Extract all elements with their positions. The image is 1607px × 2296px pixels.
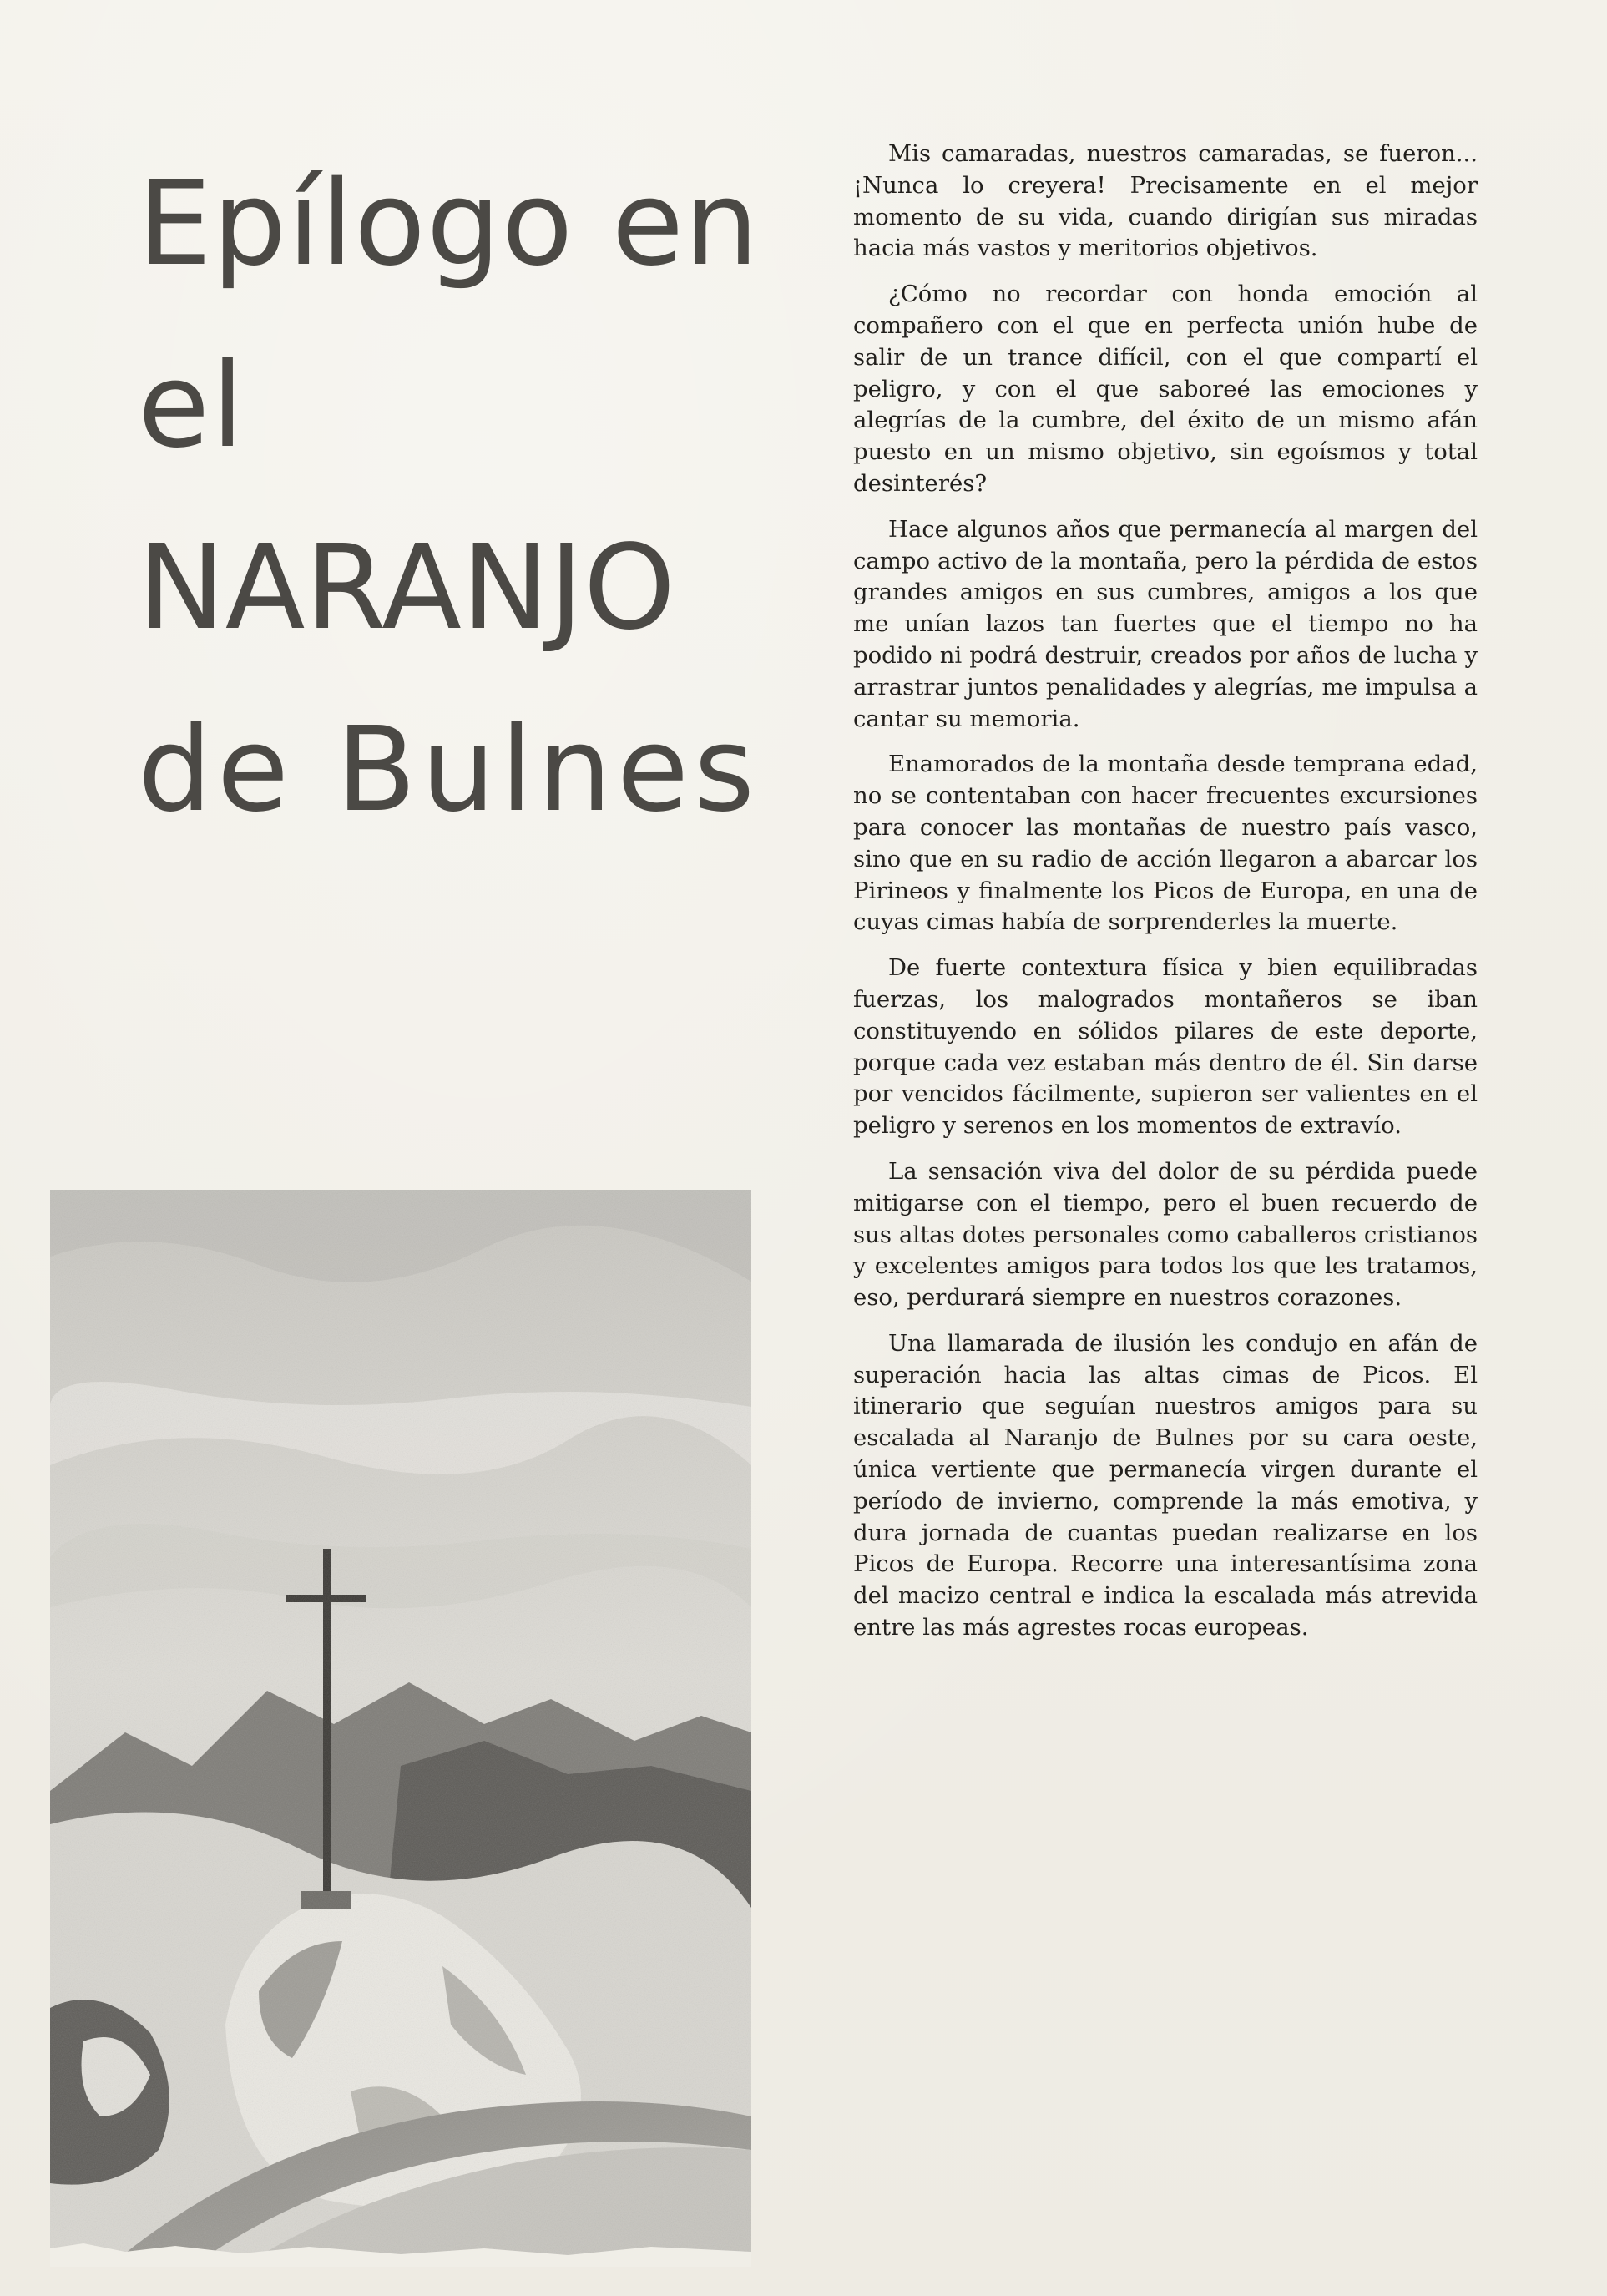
cross-summit-photo: [50, 1190, 751, 2267]
paragraph: De fuerte contextura física y bien equilibradas fuerzas, los malogrados montañeros se iban constituyendo en sólidos pilares de este deporte, porque cada vez estaban más dentro de él. Sin darse por vencidos fácilmente, supieron ser valientes en el peligro y serenos en los momentos de extravío.: [853, 954, 1478, 1140]
paragraph: Enamorados de la montaña desde temprana edad, no se contentaban con hacer frecuentes excursiones para conocer las montañas de nuestro país vasco, sino que en su radio de acción llegaron a abarcar los Pirineos y finalmente los Picos de Europa, en una de cuyas cimas había de sorprenderles la muerte.: [853, 751, 1478, 936]
title-line-1: Epílogo en: [138, 156, 760, 292]
paragraph: Una llamarada de ilusión les condujo en afán de superación hacia las altas cimas de Picos. El itinerario que seguían nuestros amigos para su escalada al Naranjo de Bulnes por su cara oeste, única vertiente que permanecía virgen durante el período de invierno, comprende la más emotiva, y dura jornada de cuantas puedan realizarse en los Picos de Europa. Recorre una interesantísima zona del macizo central e indica la escalada más atrevida entre las más agrestes rocas europeas.: [853, 1329, 1478, 1641]
article-title: [138, 134, 772, 862]
paragraph: Hace algunos años que permanecía al margen del campo activo de la montaña, pero la pérdida de estos grandes amigos en sus cumbres, amigos a los que me unían lazos tan fuertes que el tiempo no ha podido ni podrá destruir, creados por años de lucha y arrastrar juntos penalidades y alegrías, me impulsa a cantar su memoria.: [853, 515, 1478, 732]
title-line-4: de Bulnes: [138, 702, 760, 838]
title-line-3: NARANJO: [138, 520, 676, 656]
article-body: [853, 139, 1478, 1658]
paragraph: Mis camaradas, nuestros camaradas, se fueron... ¡Nunca lo creyera! Precisamente en el mejor momento de su vida, cuando dirigían sus miradas hacia más vastos y meritorios objetivos.: [853, 140, 1478, 262]
paragraph: La sensación viva del dolor de su pérdida puede mitigarse con el tiempo, pero el buen recuerdo de sus altas dotes personales como caballeros cristianos y excelentes amigos para todos los que les tratamos, eso, perdurará siempre en nuestros corazones.: [853, 1157, 1478, 1312]
title-line-2: el: [138, 338, 246, 474]
paragraph: ¿Cómo no recordar con honda emoción al compañero con el que en perfecta unión hube de salir de un trance difícil, con el que compartí el peligro, y con el que saboreé las emociones y alegrías de la cumbre, del éxito de un mismo afán puesto en un mismo objetivo, sin egoísmos y total desinterés?: [853, 281, 1478, 497]
